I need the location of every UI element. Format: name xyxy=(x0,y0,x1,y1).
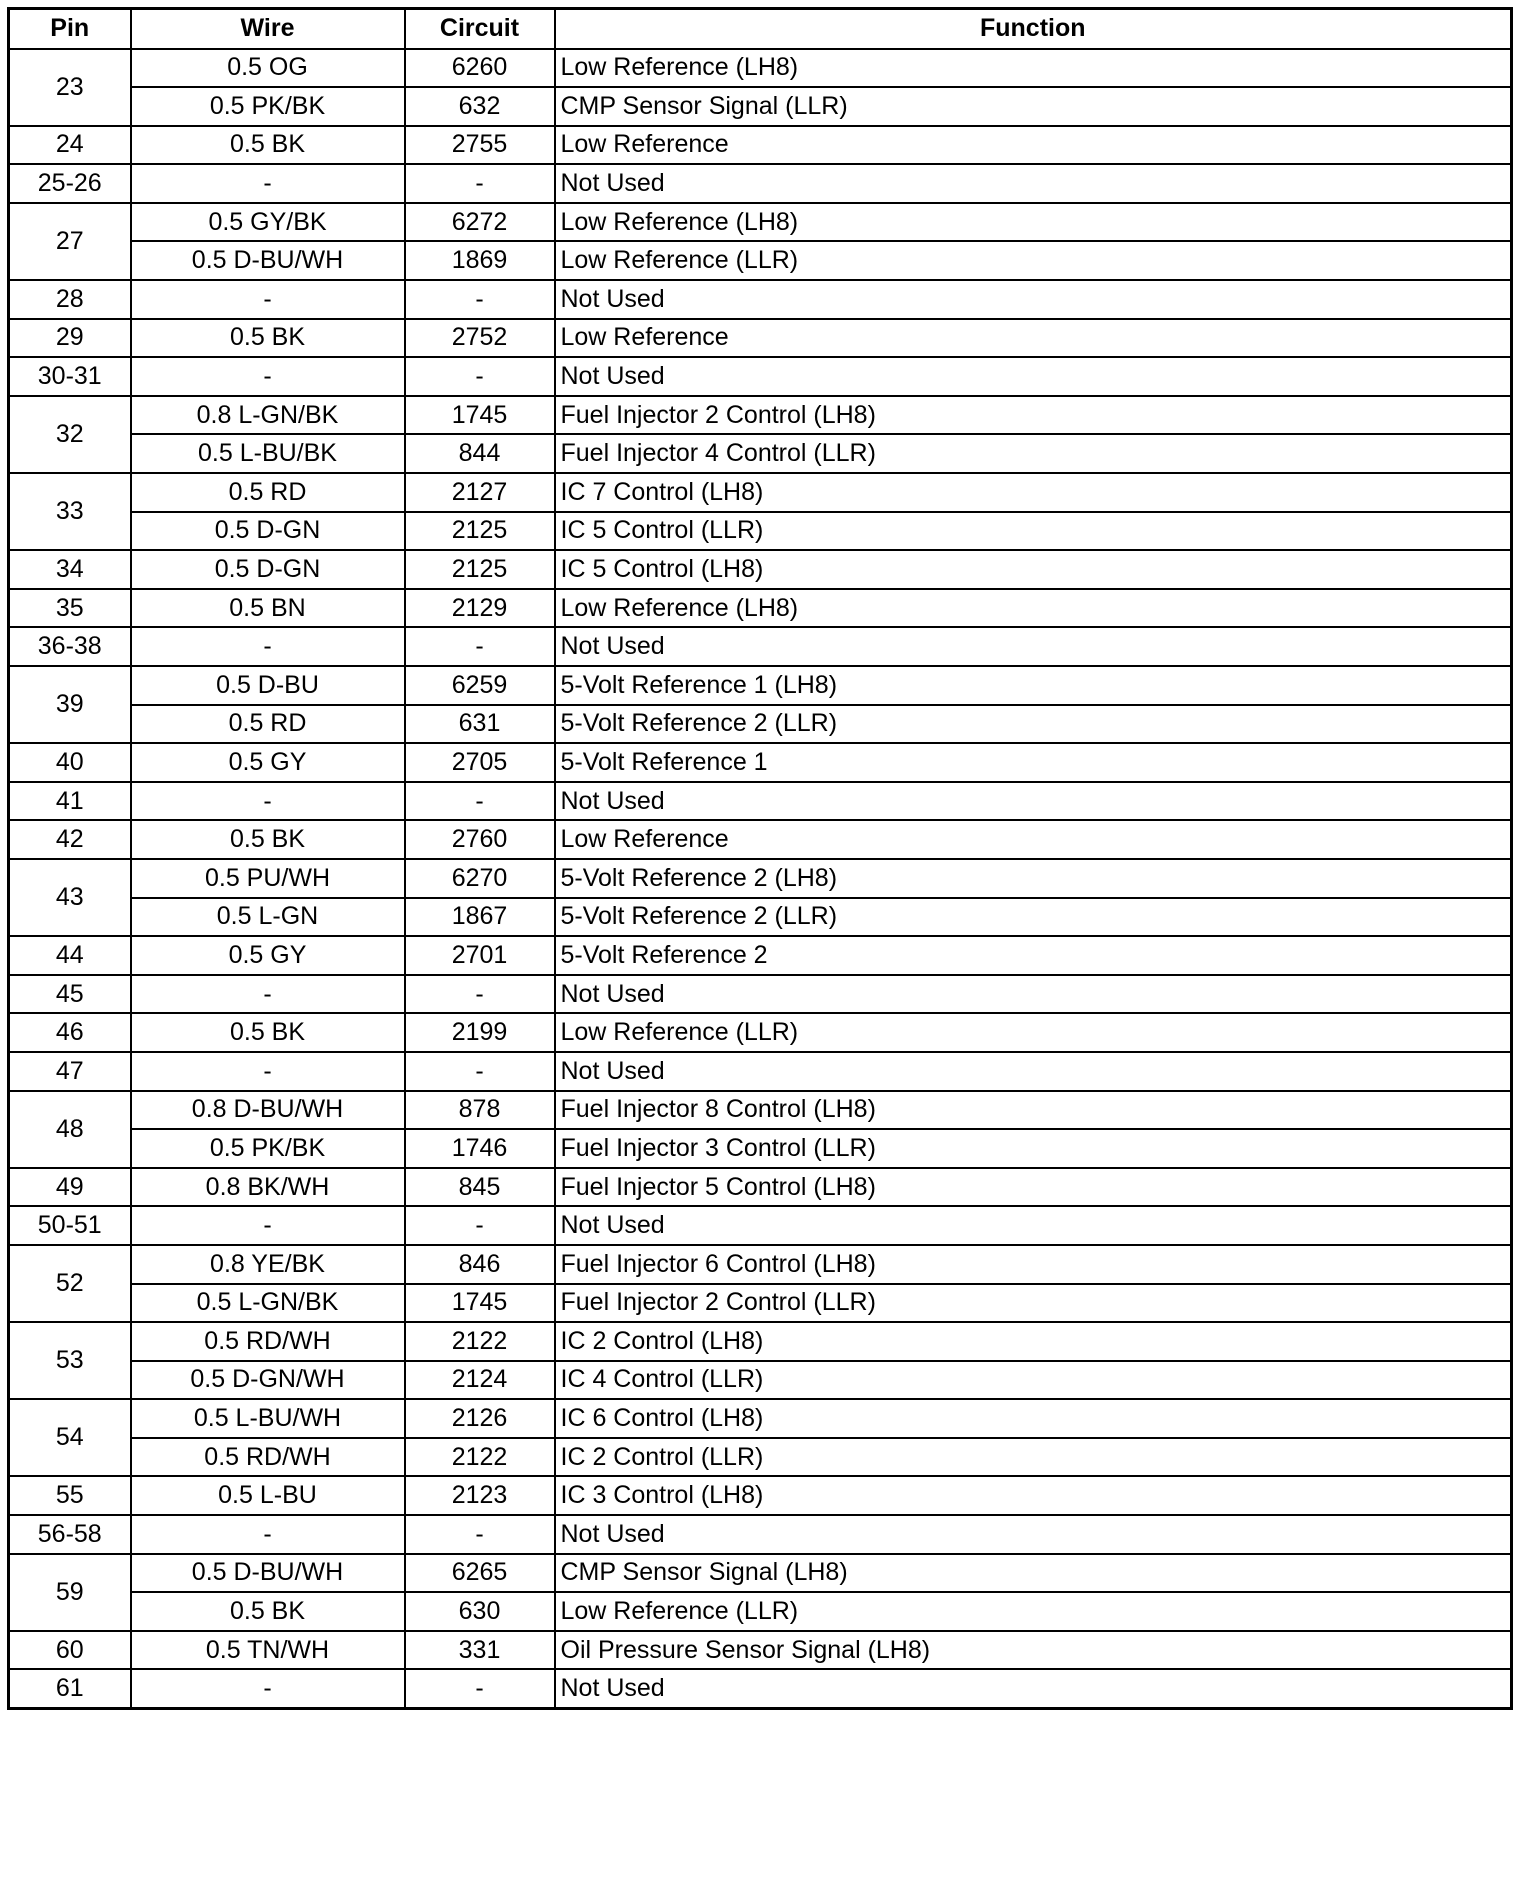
wire-cell: - xyxy=(131,627,405,666)
table-row xyxy=(9,627,1512,666)
table-row xyxy=(9,87,1512,126)
table-row xyxy=(9,1438,1512,1477)
wire-cell: 0.5 D-GN xyxy=(131,550,405,589)
function-cell: 5-Volt Reference 2 (LH8) xyxy=(555,859,1512,898)
circuit-cell: 6265 xyxy=(405,1554,555,1593)
pin-cell: 54 xyxy=(9,1399,131,1476)
function-cell: Not Used xyxy=(555,975,1512,1014)
function-cell: Fuel Injector 2 Control (LLR) xyxy=(555,1284,1512,1323)
circuit-cell: - xyxy=(405,975,555,1014)
wire-cell: 0.5 PK/BK xyxy=(131,1129,405,1168)
wire-cell: 0.5 TN/WH xyxy=(131,1631,405,1670)
table-row xyxy=(9,782,1512,821)
function-cell: 5-Volt Reference 1 (LH8) xyxy=(555,666,1512,705)
table-row xyxy=(9,512,1512,551)
header-pin: Pin xyxy=(9,9,131,49)
circuit-cell: 6259 xyxy=(405,666,555,705)
pin-cell: 30-31 xyxy=(9,357,131,396)
circuit-cell: 2124 xyxy=(405,1361,555,1400)
table-row xyxy=(9,1052,1512,1091)
header-function: Function xyxy=(555,9,1512,49)
table-row xyxy=(9,1206,1512,1245)
wire-cell: 0.8 YE/BK xyxy=(131,1245,405,1284)
circuit-cell: - xyxy=(405,164,555,203)
circuit-cell: - xyxy=(405,1206,555,1245)
function-cell: Fuel Injector 3 Control (LLR) xyxy=(555,1129,1512,1168)
function-cell: CMP Sensor Signal (LH8) xyxy=(555,1554,1512,1593)
table-row xyxy=(9,1284,1512,1323)
circuit-cell: - xyxy=(405,782,555,821)
function-cell: Low Reference (LLR) xyxy=(555,1592,1512,1631)
wire-cell: 0.5 BK xyxy=(131,319,405,358)
pin-cell: 41 xyxy=(9,782,131,821)
circuit-cell: 6270 xyxy=(405,859,555,898)
wire-cell: 0.5 D-GN/WH xyxy=(131,1361,405,1400)
pin-cell: 50-51 xyxy=(9,1206,131,1245)
wire-cell: 0.8 D-BU/WH xyxy=(131,1091,405,1130)
wire-cell: 0.5 GY xyxy=(131,936,405,975)
function-cell: Fuel Injector 8 Control (LH8) xyxy=(555,1091,1512,1130)
pin-cell: 48 xyxy=(9,1091,131,1168)
table-row xyxy=(9,705,1512,744)
pin-cell: 25-26 xyxy=(9,164,131,203)
table-row xyxy=(9,49,1512,88)
table-row xyxy=(9,859,1512,898)
function-cell: Low Reference (LLR) xyxy=(555,1013,1512,1052)
pin-cell: 40 xyxy=(9,743,131,782)
pin-cell: 23 xyxy=(9,49,131,126)
pinout-table xyxy=(7,7,1513,1710)
wire-cell: 0.5 L-GN xyxy=(131,898,405,937)
wire-cell: 0.5 D-GN xyxy=(131,512,405,551)
table-row xyxy=(9,1168,1512,1207)
pin-cell: 43 xyxy=(9,859,131,936)
circuit-cell: 2126 xyxy=(405,1399,555,1438)
wire-cell: 0.5 L-BU/WH xyxy=(131,1399,405,1438)
table-row xyxy=(9,1476,1512,1515)
circuit-cell: 2127 xyxy=(405,473,555,512)
circuit-cell: 1869 xyxy=(405,241,555,280)
wire-cell: 0.5 PU/WH xyxy=(131,859,405,898)
function-cell: Oil Pressure Sensor Signal (LH8) xyxy=(555,1631,1512,1670)
circuit-cell: 845 xyxy=(405,1168,555,1207)
function-cell: Not Used xyxy=(555,357,1512,396)
table-row xyxy=(9,1399,1512,1438)
circuit-cell: 878 xyxy=(405,1091,555,1130)
pin-cell: 52 xyxy=(9,1245,131,1322)
circuit-cell: 1746 xyxy=(405,1129,555,1168)
pin-cell: 42 xyxy=(9,820,131,859)
wire-cell: 0.5 RD/WH xyxy=(131,1438,405,1477)
circuit-cell: 331 xyxy=(405,1631,555,1670)
pin-cell: 60 xyxy=(9,1631,131,1670)
circuit-cell: - xyxy=(405,627,555,666)
function-cell: Not Used xyxy=(555,627,1512,666)
pin-cell: 59 xyxy=(9,1554,131,1631)
wire-cell: 0.5 RD xyxy=(131,473,405,512)
function-cell: Not Used xyxy=(555,280,1512,319)
function-cell: Not Used xyxy=(555,164,1512,203)
wire-cell: 0.5 PK/BK xyxy=(131,87,405,126)
table-row xyxy=(9,434,1512,473)
pin-cell: 46 xyxy=(9,1013,131,1052)
table-row xyxy=(9,936,1512,975)
pin-cell: 36-38 xyxy=(9,627,131,666)
table-row xyxy=(9,1515,1512,1554)
table-row xyxy=(9,550,1512,589)
pin-cell: 53 xyxy=(9,1322,131,1399)
wire-cell: 0.5 RD/WH xyxy=(131,1322,405,1361)
circuit-cell: 844 xyxy=(405,434,555,473)
table-row xyxy=(9,1361,1512,1400)
function-cell: Not Used xyxy=(555,782,1512,821)
wire-cell: 0.8 BK/WH xyxy=(131,1168,405,1207)
table-row xyxy=(9,164,1512,203)
function-cell: Low Reference (LLR) xyxy=(555,241,1512,280)
table-row xyxy=(9,666,1512,705)
function-cell: IC 4 Control (LLR) xyxy=(555,1361,1512,1400)
function-cell: 5-Volt Reference 2 xyxy=(555,936,1512,975)
pin-cell: 49 xyxy=(9,1168,131,1207)
table-row xyxy=(9,319,1512,358)
wire-cell: 0.5 L-GN/BK xyxy=(131,1284,405,1323)
table-row xyxy=(9,1554,1512,1593)
circuit-cell: 2701 xyxy=(405,936,555,975)
wire-cell: 0.8 L-GN/BK xyxy=(131,396,405,435)
circuit-cell: 2123 xyxy=(405,1476,555,1515)
pin-cell: 34 xyxy=(9,550,131,589)
function-cell: Fuel Injector 6 Control (LH8) xyxy=(555,1245,1512,1284)
function-cell: Low Reference (LH8) xyxy=(555,203,1512,242)
pin-cell: 47 xyxy=(9,1052,131,1091)
table-row xyxy=(9,1129,1512,1168)
pin-cell: 44 xyxy=(9,936,131,975)
wire-cell: - xyxy=(131,1052,405,1091)
wire-cell: - xyxy=(131,1669,405,1708)
function-cell: Fuel Injector 5 Control (LH8) xyxy=(555,1168,1512,1207)
circuit-cell: 2125 xyxy=(405,550,555,589)
function-cell: IC 2 Control (LLR) xyxy=(555,1438,1512,1477)
function-cell: Not Used xyxy=(555,1669,1512,1708)
circuit-cell: - xyxy=(405,1052,555,1091)
circuit-cell: 6260 xyxy=(405,49,555,88)
table-row xyxy=(9,126,1512,165)
wire-cell: 0.5 BK xyxy=(131,820,405,859)
function-cell: Low Reference xyxy=(555,126,1512,165)
wire-cell: 0.5 BN xyxy=(131,589,405,628)
function-cell: Low Reference (LH8) xyxy=(555,49,1512,88)
pin-cell: 45 xyxy=(9,975,131,1014)
table-row xyxy=(9,280,1512,319)
header-row xyxy=(9,9,1512,49)
wire-cell: 0.5 GY/BK xyxy=(131,203,405,242)
function-cell: IC 3 Control (LH8) xyxy=(555,1476,1512,1515)
function-cell: Low Reference (LH8) xyxy=(555,589,1512,628)
wire-cell: - xyxy=(131,357,405,396)
function-cell: IC 6 Control (LH8) xyxy=(555,1399,1512,1438)
table-row xyxy=(9,203,1512,242)
table-row xyxy=(9,589,1512,628)
pin-cell: 32 xyxy=(9,396,131,473)
function-cell: Low Reference xyxy=(555,319,1512,358)
circuit-cell: 2129 xyxy=(405,589,555,628)
table-row xyxy=(9,1631,1512,1670)
table-row xyxy=(9,396,1512,435)
function-cell: IC 7 Control (LH8) xyxy=(555,473,1512,512)
wire-cell: 0.5 L-BU xyxy=(131,1476,405,1515)
table-row xyxy=(9,743,1512,782)
circuit-cell: - xyxy=(405,1515,555,1554)
table-row xyxy=(9,820,1512,859)
pin-cell: 28 xyxy=(9,280,131,319)
wire-cell: 0.5 D-BU/WH xyxy=(131,241,405,280)
table-row xyxy=(9,241,1512,280)
function-cell: 5-Volt Reference 2 (LLR) xyxy=(555,898,1512,937)
wire-cell: 0.5 BK xyxy=(131,126,405,165)
pin-cell: 56-58 xyxy=(9,1515,131,1554)
wire-cell: - xyxy=(131,1206,405,1245)
table-row xyxy=(9,1322,1512,1361)
wire-cell: - xyxy=(131,975,405,1014)
pin-cell: 35 xyxy=(9,589,131,628)
function-cell: 5-Volt Reference 2 (LLR) xyxy=(555,705,1512,744)
wire-cell: 0.5 BK xyxy=(131,1013,405,1052)
table-header xyxy=(9,9,1512,49)
table-row xyxy=(9,1245,1512,1284)
circuit-cell: 846 xyxy=(405,1245,555,1284)
circuit-cell: 2199 xyxy=(405,1013,555,1052)
circuit-cell: - xyxy=(405,357,555,396)
wire-cell: 0.5 D-BU/WH xyxy=(131,1554,405,1593)
wire-cell: 0.5 RD xyxy=(131,705,405,744)
table-row xyxy=(9,473,1512,512)
pin-cell: 61 xyxy=(9,1669,131,1708)
pin-cell: 27 xyxy=(9,203,131,280)
function-cell: IC 2 Control (LH8) xyxy=(555,1322,1512,1361)
circuit-cell: 1745 xyxy=(405,396,555,435)
function-cell: Low Reference xyxy=(555,820,1512,859)
wire-cell: 0.5 D-BU xyxy=(131,666,405,705)
circuit-cell: 1867 xyxy=(405,898,555,937)
circuit-cell: 6272 xyxy=(405,203,555,242)
circuit-cell: 1745 xyxy=(405,1284,555,1323)
pin-cell: 33 xyxy=(9,473,131,550)
circuit-cell: 2752 xyxy=(405,319,555,358)
pin-cell: 55 xyxy=(9,1476,131,1515)
circuit-cell: 2705 xyxy=(405,743,555,782)
wire-cell: - xyxy=(131,782,405,821)
circuit-cell: - xyxy=(405,1669,555,1708)
circuit-cell: 2755 xyxy=(405,126,555,165)
circuit-cell: 630 xyxy=(405,1592,555,1631)
circuit-cell: 2122 xyxy=(405,1438,555,1477)
function-cell: CMP Sensor Signal (LLR) xyxy=(555,87,1512,126)
table-row xyxy=(9,898,1512,937)
function-cell: IC 5 Control (LH8) xyxy=(555,550,1512,589)
function-cell: Fuel Injector 2 Control (LH8) xyxy=(555,396,1512,435)
function-cell: Fuel Injector 4 Control (LLR) xyxy=(555,434,1512,473)
wire-cell: - xyxy=(131,1515,405,1554)
circuit-cell: 2122 xyxy=(405,1322,555,1361)
header-wire: Wire xyxy=(131,9,405,49)
circuit-cell: 631 xyxy=(405,705,555,744)
header-circuit: Circuit xyxy=(405,9,555,49)
wire-cell: 0.5 BK xyxy=(131,1592,405,1631)
wire-cell: 0.5 L-BU/BK xyxy=(131,434,405,473)
wire-cell: 0.5 GY xyxy=(131,743,405,782)
table-row xyxy=(9,1013,1512,1052)
pin-cell: 24 xyxy=(9,126,131,165)
wire-cell: - xyxy=(131,164,405,203)
function-cell: Not Used xyxy=(555,1515,1512,1554)
table-row xyxy=(9,975,1512,1014)
table-row xyxy=(9,1091,1512,1130)
function-cell: 5-Volt Reference 1 xyxy=(555,743,1512,782)
wire-cell: - xyxy=(131,280,405,319)
function-cell: IC 5 Control (LLR) xyxy=(555,512,1512,551)
table-row xyxy=(9,1592,1512,1631)
table-row xyxy=(9,1669,1512,1708)
wire-cell: 0.5 OG xyxy=(131,49,405,88)
circuit-cell: 2760 xyxy=(405,820,555,859)
circuit-cell: 2125 xyxy=(405,512,555,551)
table-row xyxy=(9,357,1512,396)
function-cell: Not Used xyxy=(555,1052,1512,1091)
pin-cell: 29 xyxy=(9,319,131,358)
function-cell: Not Used xyxy=(555,1206,1512,1245)
circuit-cell: 632 xyxy=(405,87,555,126)
table-body xyxy=(9,49,1512,1709)
circuit-cell: - xyxy=(405,280,555,319)
pin-cell: 39 xyxy=(9,666,131,743)
